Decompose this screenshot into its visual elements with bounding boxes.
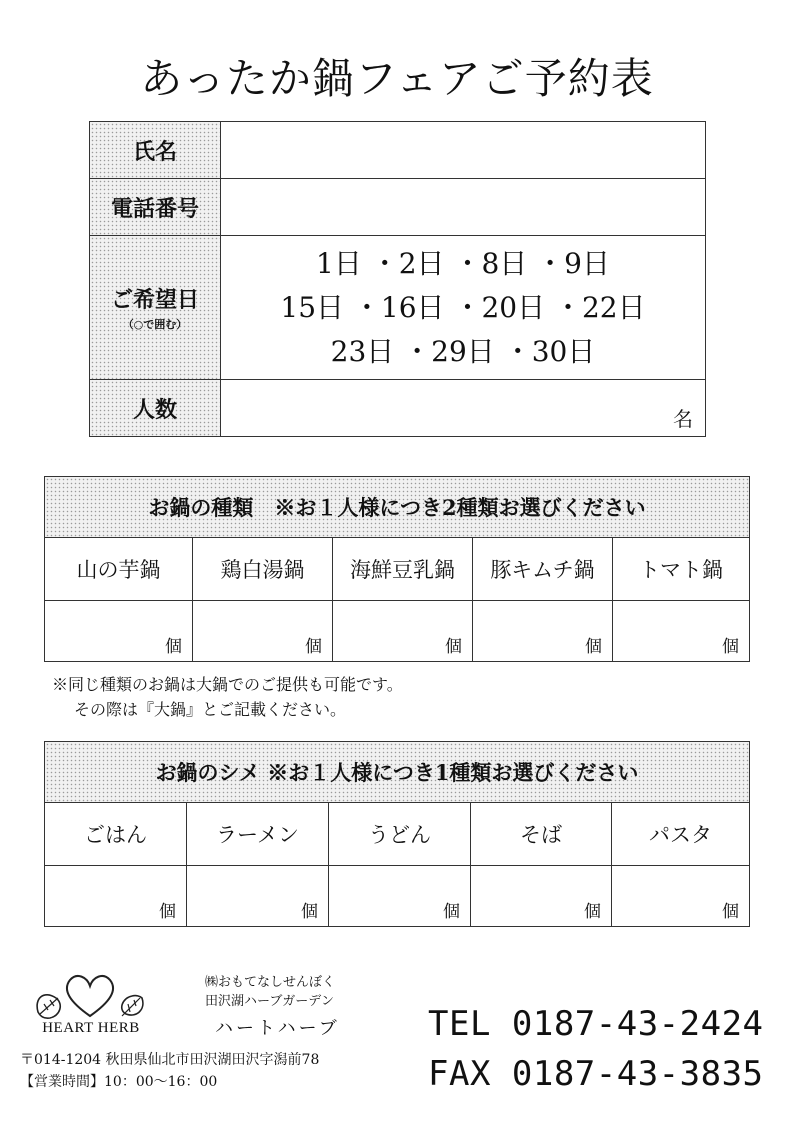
count-unit: 個	[722, 902, 739, 922]
logo-text: HEART HERB	[42, 1020, 140, 1036]
tel-number: TEL 0187-43-2424	[428, 1004, 764, 1044]
shime-item-udon: うどん	[329, 803, 471, 866]
nabe-count-kaisen-tonyu[interactable]	[333, 601, 473, 662]
date-options[interactable]	[221, 236, 706, 380]
nabe-item-yamanoimo: 山の芋鍋	[45, 538, 193, 601]
date-note: （○で囲む）	[122, 318, 188, 331]
note-line-2: その際は『大鍋』とご記載ください。	[74, 700, 347, 719]
company-line-2: 田沢湖ハーブガーデン	[205, 994, 334, 1009]
large-pot-note	[52, 672, 403, 722]
reservation-form	[89, 121, 706, 437]
people-label: 人数	[90, 380, 221, 437]
company-info	[205, 973, 335, 1011]
count-unit: 個	[301, 902, 318, 922]
nabe-types-table	[44, 476, 750, 662]
company-line-1: ㈱おもてなしせんぼく	[205, 975, 336, 990]
nabe-item-paitan: 鶏白湯鍋	[193, 538, 333, 601]
shime-count-soba[interactable]	[471, 866, 612, 927]
count-unit: 個	[585, 637, 602, 657]
count-unit: 個	[305, 637, 322, 657]
count-unit: 個	[159, 902, 176, 922]
count-unit: 個	[584, 902, 601, 922]
count-unit: 個	[165, 637, 182, 657]
shime-count-pasta[interactable]	[612, 866, 750, 927]
shime-item-pasta: パスタ	[612, 803, 750, 866]
people-unit: 名	[673, 407, 693, 431]
nabe-item-kaisen-tonyu: 海鮮豆乳鍋	[333, 538, 473, 601]
nabe-item-tomato: トマト鍋	[613, 538, 750, 601]
shime-item-gohan: ごはん	[45, 803, 187, 866]
shime-header: お鍋のシメ ※お１人様につき1種類お選びください	[45, 742, 750, 803]
count-unit: 個	[443, 902, 460, 922]
business-hours: 【営業時間】10：00～16：00	[20, 1074, 218, 1090]
date-line-2[interactable]: 15日 ・16日 ・20日 ・22日	[280, 290, 646, 324]
count-unit: 個	[722, 637, 739, 657]
phone-field[interactable]	[221, 179, 706, 236]
date-line-1[interactable]: 1日 ・2日 ・8日 ・9日	[316, 246, 610, 280]
nabe-count-tomato[interactable]	[613, 601, 750, 662]
nabe-count-paitan[interactable]	[193, 601, 333, 662]
nabe-types-header: お鍋の種類 ※お１人様につき2種類お選びください	[45, 477, 750, 538]
name-label: 氏名	[90, 122, 221, 179]
date-label: ご希望日	[110, 287, 199, 313]
phone-label: 電話番号	[90, 179, 221, 236]
shop-name: ハートハーブ	[215, 1018, 340, 1039]
nabe-count-buta-kimchi[interactable]	[473, 601, 613, 662]
people-field[interactable]	[221, 380, 706, 437]
nabe-count-yamanoimo[interactable]	[45, 601, 193, 662]
shime-item-ramen: ラーメン	[187, 803, 329, 866]
page-title: あったか鍋フェアご予約表	[140, 54, 654, 103]
shime-count-udon[interactable]	[329, 866, 471, 927]
note-line-1: ※同じ種類のお鍋は大鍋でのご提供も可能です。	[52, 675, 403, 694]
shime-item-soba: そば	[471, 803, 612, 866]
date-label-cell	[90, 236, 221, 380]
address: 〒014-1204 秋田県仙北市田沢湖田沢字潟前78	[20, 1052, 320, 1068]
shime-count-ramen[interactable]	[187, 866, 329, 927]
nabe-item-buta-kimchi: 豚キムチ鍋	[473, 538, 613, 601]
shime-table	[44, 741, 750, 927]
name-field[interactable]	[221, 122, 706, 179]
fax-number: FAX 0187-43-3835	[428, 1054, 764, 1094]
count-unit: 個	[445, 637, 462, 657]
shime-count-gohan[interactable]	[45, 866, 187, 927]
date-line-3[interactable]: 23日 ・29日 ・30日	[330, 334, 596, 368]
